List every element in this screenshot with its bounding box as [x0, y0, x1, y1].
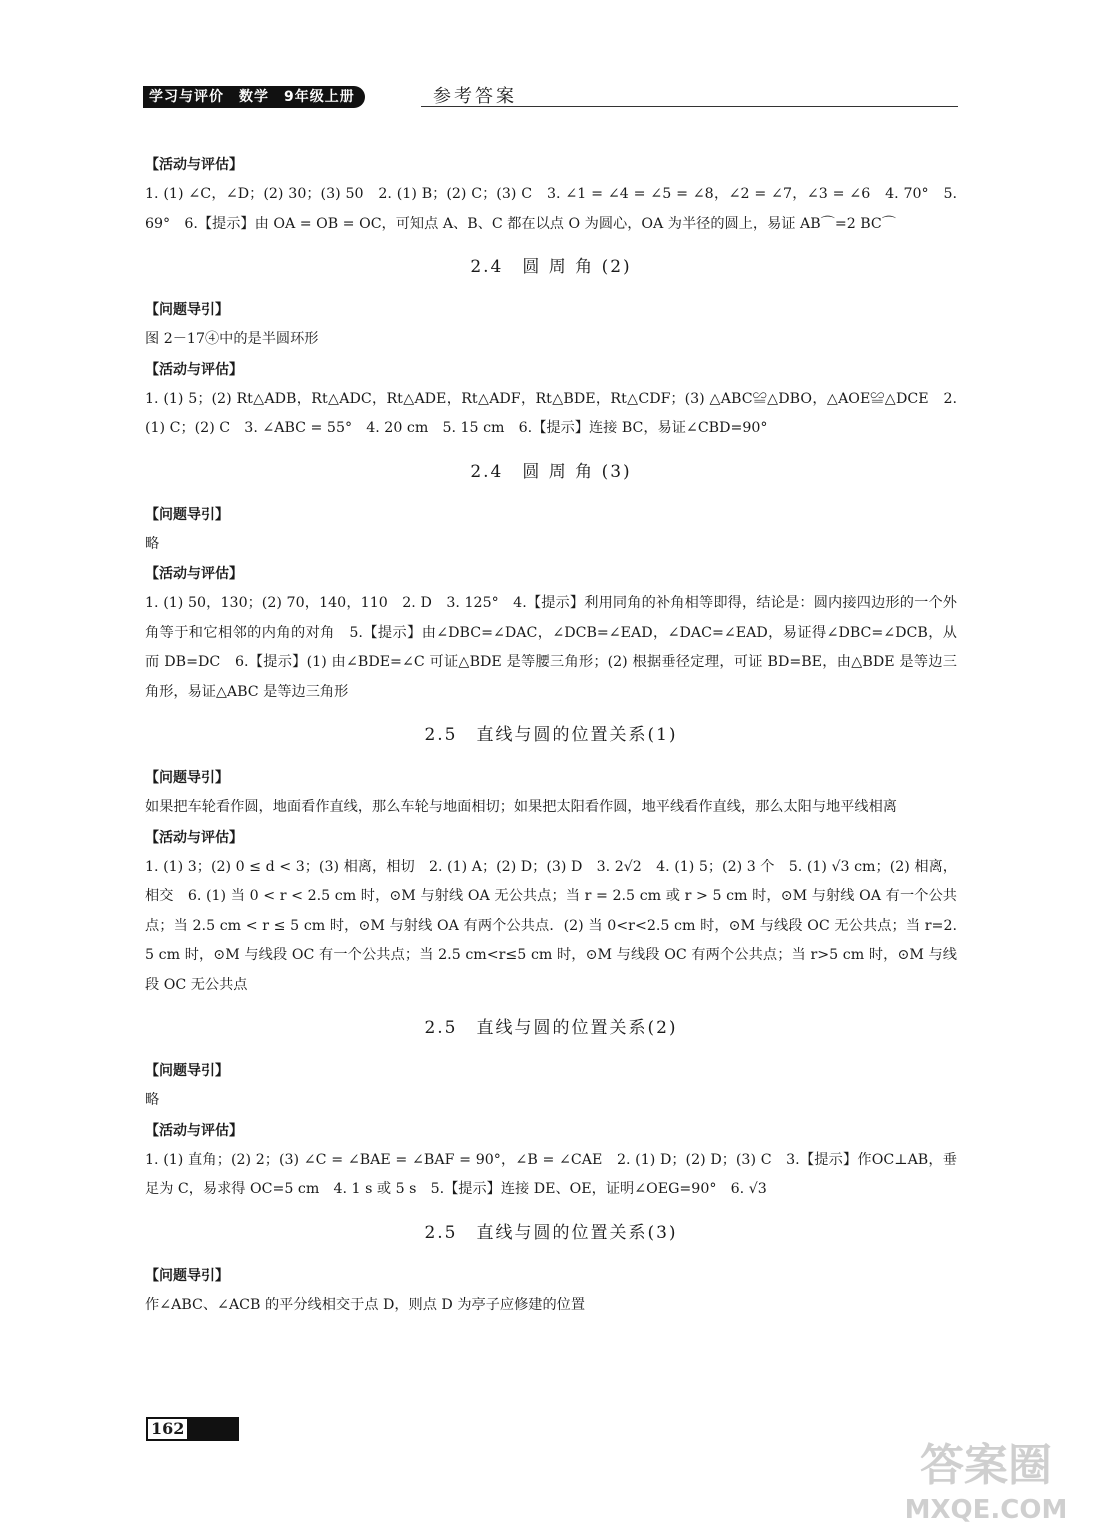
watermark-top-text: 答案圈 — [920, 1440, 1052, 1491]
page-number-box — [146, 1417, 239, 1441]
section-label: 【问题导引】 — [145, 1267, 229, 1284]
page-number-bar — [189, 1417, 239, 1441]
section-label: 【问题导引】 — [145, 770, 229, 786]
section-title: 2.4 圆 周 角 (2) — [470, 257, 632, 277]
answer-paragraph: 图 2－17④中的是半圆环形 — [145, 331, 319, 347]
section-label: 【问题导引】 — [145, 506, 229, 523]
page-number: 162 — [146, 1417, 189, 1441]
section-label: 【活动与评估】 — [145, 361, 243, 378]
answer-paragraph: 1. (1) 3；(2) 0 ≤ d < 3；(3) 相离，相切 2. (1) A；(2) D；(3) D 3. 2√2 4. (1) 5；(2) 3 个 5. (1) √3 cm；(2) 相离，相交 6. (1) 当 0 < r < 2.5 cm 时，⊙M 与射线 OA 无公共点；当 r = 2.5 cm 或 r > 5 cm 时，⊙M 与射线 OA 有一个公共点；当 2.5 cm < r ≤ 5 cm 时，⊙M 与射线 OA 有两个公共点．(2) 当 0<r<2.5 cm 时，⊙M 与线段 OC 无公共点；当 r=2.5 cm 时，⊙M 与线段 OC 有一个公共点；当 2.5 cm<r≤5 cm 时，⊙M 与线段 OC 有两个公共点；当 r>5 cm 时，⊙M 与线段 OC 无公共点 — [145, 858, 957, 993]
answer-paragraph: 作∠ABC、∠ACB 的平分线相交于点 D，则点 D 为亭子应修建的位置 — [145, 1296, 586, 1313]
answer-paragraph: 略 — [145, 535, 160, 552]
answer-paragraph: 1. (1) 5；(2) Rt△ADB，Rt△ADC，Rt△ADE，Rt△ADF，Rt△BDE，Rt△CDF；(3) △ABC≌△DBO，△AOE≌△DCE 2. (1) C；(2) C 3. ∠ABC = 55° 4. 20 cm 5. 15 cm 6.【提示】连接 BC，易证∠CBD=90° — [145, 390, 957, 436]
page-header — [143, 84, 958, 110]
section-title: 2.5 直线与圆的位置关系(2) — [424, 1018, 678, 1038]
answer-paragraph: 略 — [145, 1092, 160, 1108]
watermark-bottom-text: MXQE.COM — [904, 1495, 1068, 1525]
answer-paragraph: 1. (1) 直角；(2) 2；(3) ∠C = ∠BAE = ∠BAF = 90°，∠B = ∠CAE 2. (1) D；(2) D；(3) C 3.【提示】作OC⊥AB，垂足为 C，易求得 OC=5 cm 4. 1 s 或 5 s 5.【提示】连接 DE、OE，证明∠OEG=90° 6. √3 — [145, 1151, 957, 1197]
section-label: 【问题导引】 — [145, 302, 229, 318]
answer-heading: 参考答案 — [433, 86, 517, 107]
answer-paragraph: 1. (1) ∠C，∠D；(2) 30；(3) 50 2. (1) B；(2) C；(3) C 3. ∠1 = ∠4 = ∠5 = ∠8，∠2 = ∠7，∠3 = ∠6 4. 70° 5. 69° 6.【提示】由 OA = OB = OC，可知点 A、B、C 都在以点 O 为圆心，OA 为半径的圆上，易证 AB⌒=2 BC⌒ — [145, 186, 957, 232]
section-label: 【活动与评估】 — [145, 157, 243, 173]
section-label: 【活动与评估】 — [145, 1122, 243, 1139]
section-title: 2.5 直线与圆的位置关系(1) — [424, 725, 678, 745]
watermark-logo — [886, 1428, 1086, 1528]
section-title: 2.5 直线与圆的位置关系(3) — [424, 1222, 678, 1243]
section-label: 【问题导引】 — [145, 1063, 229, 1079]
section-label: 【活动与评估】 — [145, 829, 243, 846]
answer-paragraph: 1. (1) 50，130；(2) 70，140，110 2. D 3. 125° 4.【提示】利用同角的补角相等即得，结论是：圆内接四边形的一个外角等于和它相邻的内角的对角 5.【提示】由∠DBC=∠DAC，∠DCB=∠EAD，∠DAC=∠EAD，易证得∠DBC=∠DCB，从而 DB=DC 6.【提示】(1) 由∠BDE=∠C 可证△BDE 是等腰三角形；(2) 根据垂径定理，可证 BD=BE，由△BDE 是等边三角形，易证△ABC 是等边三角形 — [145, 595, 957, 700]
answer-content — [145, 150, 957, 1320]
section-title: 2.4 圆 周 角 (3) — [470, 461, 632, 482]
answer-paragraph: 如果把车轮看作圆，地面看作直线，那么车轮与地面相切；如果把太阳看作圆，地平线看作直线，那么太阳与地平线相离 — [145, 799, 897, 815]
book-title-badge: 学习与评价 数学 9年级上册 — [143, 86, 365, 108]
section-label: 【活动与评估】 — [145, 566, 243, 582]
